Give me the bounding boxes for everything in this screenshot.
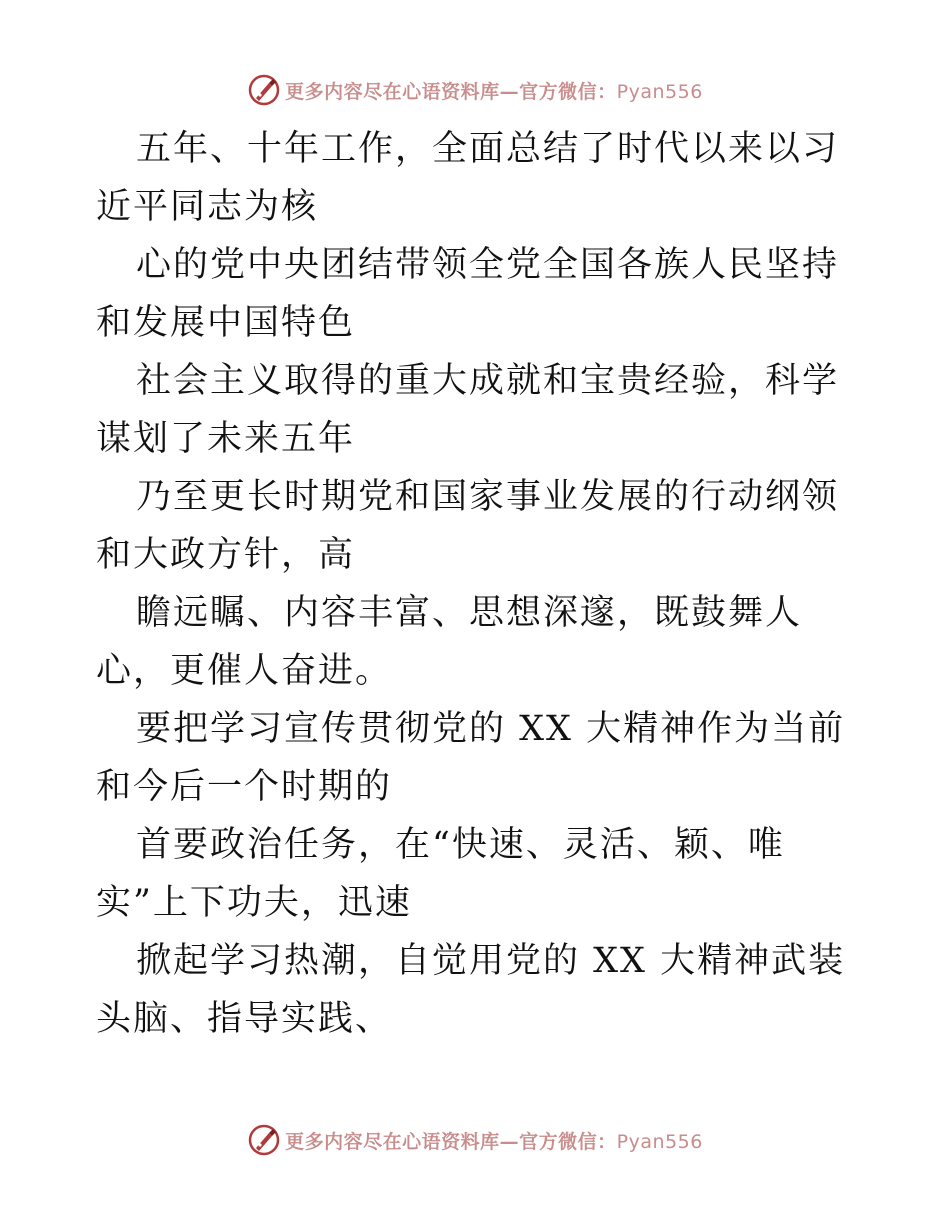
watermark-label	[285, 1127, 703, 1154]
paragraph-line: 掀起学习热潮，自觉用党的 XX 大精神武装头脑、指导实践、	[96, 941, 846, 1039]
paragraph-line: 瞻远瞩、内容丰富、思想深邃，既鼓舞人心，更催人奋进。	[96, 593, 803, 691]
paragraph-line: 社会主义取得的重大成就和宝贵经验，科学谋划了未来五年	[96, 361, 840, 459]
paragraph-line: 心的党中央团结带领全党全国各族人民坚持和发展中国特色	[96, 245, 840, 343]
pen-logo-icon	[247, 1123, 281, 1157]
watermark-text: 更多内容尽在心语资料库—官方微信：	[285, 80, 617, 103]
document-body	[96, 120, 856, 1048]
watermark-label	[285, 77, 703, 104]
footer-watermark	[0, 1120, 950, 1160]
paragraph-line: 首要政治任务，在“快速、灵活、颖、唯实”上下功夫，迅速	[96, 825, 785, 923]
pen-logo-icon	[247, 73, 281, 107]
watermark-id: Pyan556	[616, 80, 703, 103]
header-watermark	[0, 70, 950, 110]
watermark-id: Pyan556	[616, 1130, 703, 1153]
watermark-text: 更多内容尽在心语资料库—官方微信：	[285, 1130, 617, 1153]
paragraph-line: 五年、十年工作，全面总结了时代以来以习近平同志为核	[96, 129, 840, 227]
paragraph-line: 要把学习宣传贯彻党的 XX 大精神作为当前和今后一个时期的	[96, 709, 846, 807]
paragraph-line: 乃至更长时期党和国家事业发展的行动纲领和大政方针，高	[96, 477, 840, 575]
